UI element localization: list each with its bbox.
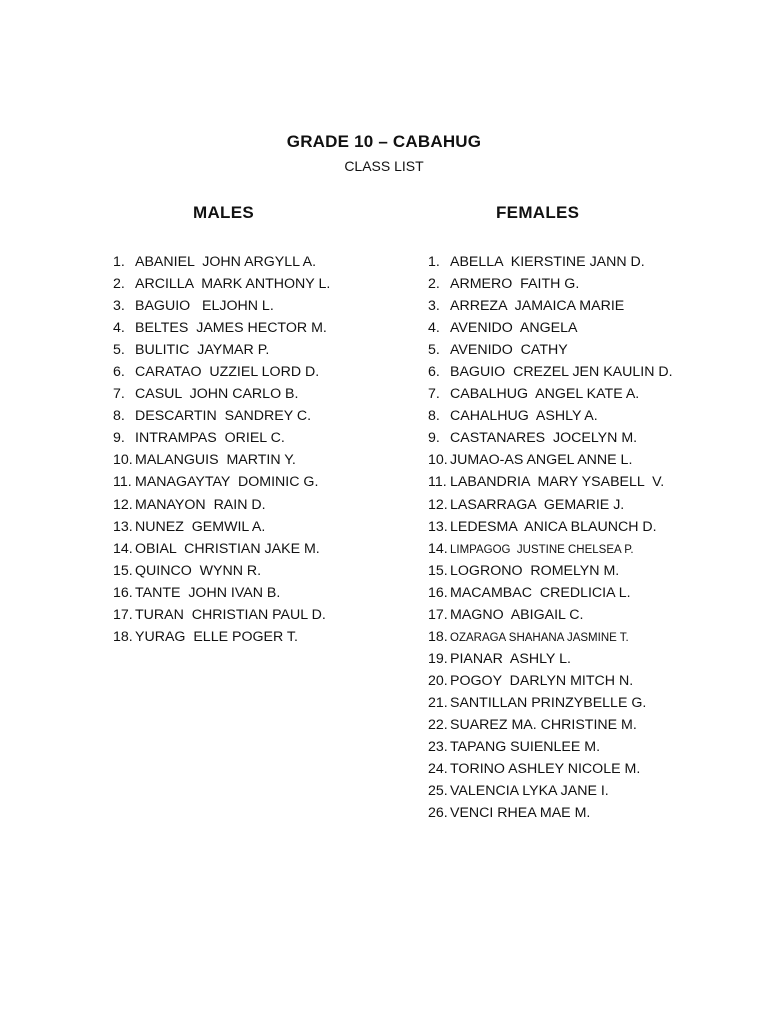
student-name: AVENIDO ANGELA [450, 320, 578, 337]
list-item [428, 604, 673, 626]
student-name: CASTANARES JOCELYN M. [450, 430, 638, 447]
list-item [428, 494, 673, 516]
list-item-number: 4. [428, 320, 440, 337]
student-name: ARCILLA MARK ANTHONY L. [135, 276, 331, 293]
list-item-number: 2. [113, 276, 125, 293]
list-item [428, 692, 673, 714]
student-name: MACAMBAC CREDLICIA L. [450, 584, 631, 601]
student-name: QUINCO WYNN R. [135, 562, 262, 579]
student-name: MANAYON RAIN D. [135, 496, 266, 513]
student-name: CASUL JOHN CARLO B. [135, 386, 299, 403]
page-subtitle: CLASS LIST [344, 158, 424, 174]
student-name: ARREZA JAMAICA MARIE [450, 298, 625, 315]
list-item-number: 4. [113, 320, 125, 337]
list-item-number: 9. [113, 430, 125, 447]
list-item [113, 405, 330, 427]
student-name: JUMAO-AS ANGEL ANNE L. [450, 452, 633, 469]
list-item [428, 626, 673, 648]
females-heading: FEMALES [496, 203, 580, 222]
females-list [428, 251, 673, 824]
student-name: LEDESMA ANICA BLAUNCH D. [450, 518, 657, 535]
student-name: BAGUIO CREZEL JEN KAULIN D. [450, 364, 673, 381]
list-item-number: 22. [428, 716, 448, 733]
list-item [428, 560, 673, 582]
student-name: SANTILLAN PRINZYBELLE G. [450, 694, 647, 711]
student-name: MAGNO ABIGAIL C. [450, 606, 584, 623]
list-item-number: 17. [428, 606, 448, 623]
student-name: YURAG ELLE POGER T. [135, 628, 298, 645]
list-item [428, 251, 673, 273]
list-item-number: 9. [428, 430, 440, 447]
list-item [428, 670, 673, 692]
list-item [428, 427, 673, 449]
list-item-number: 11. [428, 474, 447, 491]
list-item [428, 405, 673, 427]
list-item-number: 19. [428, 650, 448, 667]
list-item [428, 758, 673, 780]
list-item [113, 317, 330, 339]
student-name: NUNEZ GEMWIL A. [135, 518, 266, 535]
list-item [113, 251, 330, 273]
list-item [428, 802, 673, 824]
list-item-number: 6. [428, 364, 440, 381]
student-name: BULITIC JAYMAR P. [135, 342, 270, 359]
list-item-number: 5. [428, 342, 440, 359]
student-name: AVENIDO CATHY [450, 342, 568, 359]
student-name: OBIAL CHRISTIAN JAKE M. [135, 540, 320, 557]
list-item-number: 13. [428, 518, 448, 535]
list-item [113, 582, 330, 604]
student-name: TORINO ASHLEY NICOLE M. [450, 761, 641, 778]
student-name: MANAGAYTAY DOMINIC G. [135, 474, 319, 491]
list-item [113, 538, 330, 560]
list-item [113, 383, 330, 405]
student-name: VENCI RHEA MAE M. [450, 805, 591, 822]
list-item [113, 560, 330, 582]
student-name: BELTES JAMES HECTOR M. [135, 320, 327, 337]
student-name: OZARAGA SHAHANA JASMINE T. [450, 631, 629, 644]
list-item [428, 714, 673, 736]
list-item [113, 516, 330, 538]
list-item [428, 361, 673, 383]
student-name: CAHALHUG ASHLY A. [450, 408, 598, 425]
list-item-number: 8. [428, 408, 440, 425]
list-item-number: 7. [428, 386, 440, 403]
list-item-number: 18. [428, 628, 448, 645]
list-item-number: 15. [428, 562, 448, 579]
student-name: ARMERO FAITH G. [450, 276, 580, 293]
list-item [428, 516, 673, 538]
student-name: LOGRONO ROMELYN M. [450, 562, 620, 579]
student-name: BAGUIO ELJOHN L. [135, 298, 274, 315]
student-name: SUAREZ MA. CHRISTINE M. [450, 716, 637, 733]
list-item-number: 2. [428, 276, 440, 293]
student-name: DESCARTIN SANDREY C. [135, 408, 312, 425]
list-item [113, 626, 330, 648]
list-item-number: 13. [113, 518, 133, 535]
student-name: LIMPAGOG JUSTINE CHELSEA P. [450, 543, 634, 556]
student-name: LASARRAGA GEMARIE J. [450, 496, 625, 513]
list-item [113, 449, 330, 471]
list-item [113, 604, 330, 626]
list-item-number: 21. [428, 694, 448, 711]
student-name: ABELLA KIERSTINE JANN D. [450, 254, 645, 270]
student-name: ABANIEL JOHN ARGYLL A. [135, 254, 317, 270]
list-item-number: 12. [428, 496, 448, 513]
list-item [428, 449, 673, 471]
list-item-number: 23. [428, 739, 448, 756]
list-item-number: 5. [113, 342, 125, 359]
student-name: MALANGUIS MARTIN Y. [135, 452, 296, 469]
page-title: GRADE 10 – CABAHUG [286, 132, 482, 151]
males-list [113, 251, 330, 648]
list-item-number: 7. [113, 386, 125, 403]
list-item [428, 538, 673, 560]
list-item [428, 295, 673, 317]
list-item-number: 17. [113, 606, 133, 623]
list-item [113, 295, 330, 317]
list-item [113, 273, 330, 295]
list-item [428, 736, 673, 758]
list-item-number: 15. [113, 562, 133, 579]
list-item [428, 780, 673, 802]
list-item [113, 471, 330, 493]
list-item-number: 8. [113, 408, 125, 425]
list-item-number: 11. [113, 474, 132, 491]
list-item [113, 427, 330, 449]
list-item-number: 14. [428, 540, 448, 557]
list-item-number: 24. [428, 761, 448, 778]
list-item-number: 10. [428, 452, 448, 469]
list-item-number: 26. [428, 805, 448, 822]
list-item [428, 471, 673, 493]
list-item-number: 10. [113, 452, 133, 469]
list-item [113, 339, 330, 361]
student-name: POGOY DARLYN MITCH N. [450, 672, 634, 689]
student-name: LABANDRIA MARY YSABELL V. [450, 474, 665, 491]
list-item-number: 16. [428, 584, 448, 601]
list-item-number: 6. [113, 364, 125, 381]
list-item [113, 361, 330, 383]
list-item [428, 339, 673, 361]
list-item [428, 317, 673, 339]
list-item [113, 494, 330, 516]
student-name: INTRAMPAS ORIEL C. [135, 430, 285, 447]
student-name: CARATAO UZZIEL LORD D. [135, 364, 320, 381]
list-item-number: 1. [428, 254, 440, 270]
list-item [428, 582, 673, 604]
list-item-number: 16. [113, 584, 133, 601]
list-item-number: 1. [113, 254, 125, 270]
student-name: TURAN CHRISTIAN PAUL D. [135, 606, 326, 623]
males-heading: MALES [193, 203, 254, 222]
list-item-number: 14. [113, 540, 133, 557]
list-item-number: 20. [428, 672, 448, 689]
student-name: PIANAR ASHLY L. [450, 650, 571, 667]
list-item-number: 18. [113, 628, 133, 645]
list-item-number: 12. [113, 496, 133, 513]
student-name: VALENCIA LYKA JANE I. [450, 783, 609, 800]
student-name: CABALHUG ANGEL KATE A. [450, 386, 640, 403]
list-item [428, 648, 673, 670]
list-item-number: 3. [113, 298, 125, 315]
list-item [428, 273, 673, 295]
list-item-number: 25. [428, 783, 448, 800]
list-item-number: 3. [428, 298, 440, 315]
student-name: TANTE JOHN IVAN B. [135, 584, 281, 601]
list-item [428, 383, 673, 405]
student-name: TAPANG SUIENLEE M. [450, 739, 601, 756]
